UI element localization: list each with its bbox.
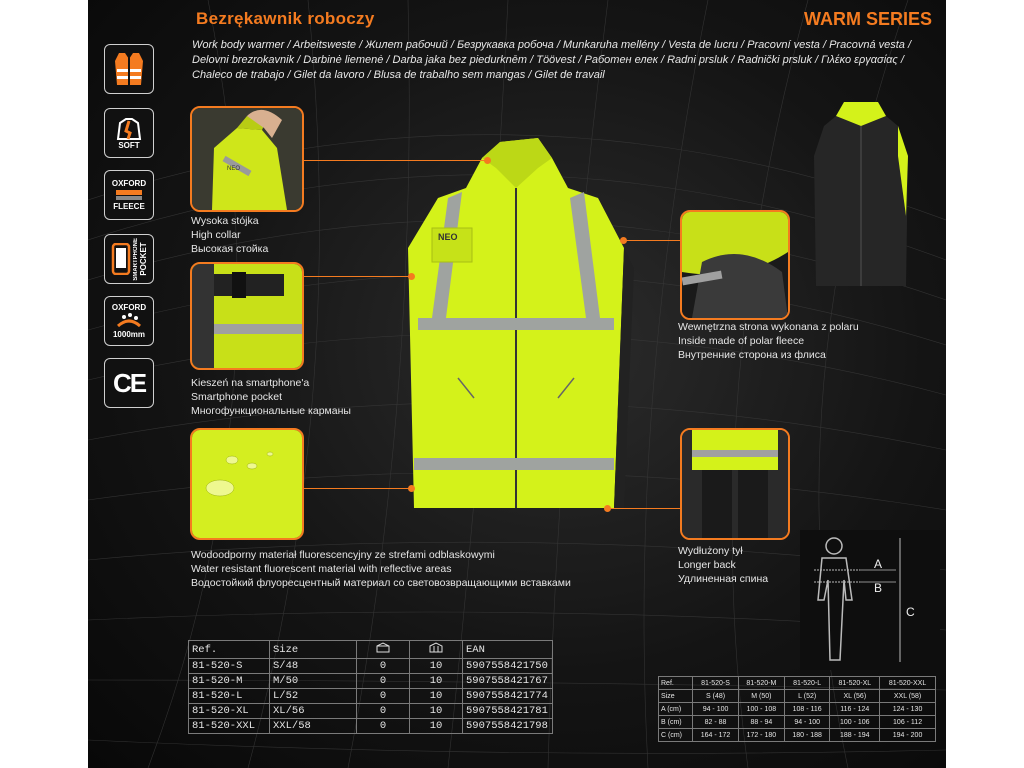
collar-connector: [302, 160, 486, 161]
product-reference-table: [188, 640, 553, 734]
size-row: C (cm) 164 - 172 172 - 180 180 - 188 188 - 194 194 - 200: [659, 729, 936, 742]
product-sheet: [88, 0, 946, 768]
size-header-row: Ref. 81-520-S 81-520-M 81-520-L 81-520-XL 81-520-XXL: [659, 677, 936, 690]
collar-detail-photo: [190, 106, 304, 212]
oxford-label: OXFORD: [111, 179, 147, 188]
table-row: 81-520-M M/50 0 10 5907558421767: [189, 674, 553, 689]
pocket-detail-photo: [190, 262, 304, 370]
oxford-fleece-icon: [104, 170, 154, 220]
size-row: B (cm) 82 - 88 88 - 94 94 - 100 100 - 106 106 - 112: [659, 716, 936, 729]
box-icon: [357, 641, 410, 659]
oxford-rain-label: OXFORD: [111, 303, 147, 312]
pocket-dot: [408, 273, 415, 280]
table-row: 81-520-L L/52 0 10 5907558421774: [189, 689, 553, 704]
collar-caption: Wysoka stójka High collar Высокая стойка: [191, 215, 269, 255]
material-caption: Wodoodporny materiał fluorescencyjny ze strefami odblaskowymi Water resistant fluorescent material with reflective areas Водостойкий флуоресцентный материал со световозвращающими вставками: [191, 549, 571, 589]
pocket-caption: Kieszeń na smartphone'a Smartphone pocket Многофункциональные карманы: [191, 377, 351, 417]
back-dot: [604, 505, 611, 512]
fleece-detail-photo: [680, 210, 790, 320]
ce-mark-icon: [104, 358, 154, 408]
pocket-label-small: SMARTPHONE: [133, 237, 139, 281]
material-connector: [302, 488, 410, 489]
table-row: 81-520-S S/48 0 10 5907558421750: [189, 659, 553, 674]
measure-c-label: C: [906, 605, 915, 619]
fleece-side-vest-image: [806, 96, 916, 296]
brand-logo: NEO: [227, 166, 241, 172]
fleece-caption: Wewnętrzna strona wykonana z polaru Inside made of polar fleece Внутренние сторона из флиса: [678, 321, 859, 361]
series-name: WARM SERIES: [803, 9, 932, 29]
back-connector: [608, 508, 680, 509]
ce-label: CE: [112, 367, 146, 398]
soft-icon: [104, 108, 154, 158]
product-translations: Work body warmer / Arbeitsweste / Жилет рабочий / Безрукавка робоча / Munkaruha mellény / Vesta de lucru / Pracovní vesta / Pracovná vesta / Delovni brezrokavnik / Darbinė liemenė / Darba jaka bez piedurknēm / Töövest / Работен елек / Radni prsluk / Radnički prsluk / Γιλέκο εργασίας / Chaleco de trabajo / Gilet da lavoro / Blusa de trabalho sem mangas / Gilet de travail: [192, 39, 912, 81]
hi-vis-vest-icon: [104, 44, 154, 94]
size-chart-table: [658, 676, 936, 742]
vest-brand-label: NEO: [438, 232, 458, 242]
measure-b-label: B: [874, 581, 883, 595]
soft-label: SOFT: [118, 140, 140, 150]
size-row: A (cm) 94 - 100 100 - 108 108 - 116 116 - 124 124 - 130: [659, 703, 936, 716]
carton-icon: [410, 641, 463, 659]
table-row: 81-520-XL XL/56 0 10 5907558421781: [189, 704, 553, 719]
fleece-connector: [624, 240, 680, 241]
table-header-row: Ref. Size EAN: [189, 641, 553, 659]
back-caption: Wydłużony tył Longer back Удлиненная спина: [678, 545, 769, 585]
smartphone-pocket-icon: [104, 234, 154, 284]
pocket-connector: [302, 276, 410, 277]
measure-a-label: A: [874, 557, 883, 571]
size-row: Size S (48) M (50) L (52) XL (56) XXL (58): [659, 690, 936, 703]
material-detail-photo: [190, 428, 304, 540]
back-detail-photo: [680, 428, 790, 540]
fleece-label: FLEECE: [113, 202, 145, 211]
main-vest-image: [388, 128, 648, 528]
body-measurement-diagram: [800, 530, 940, 670]
material-dot: [408, 485, 415, 492]
product-title: Bezrękawnik roboczy: [196, 9, 375, 28]
pocket-label: POCKET: [139, 242, 148, 276]
collar-dot: [484, 157, 491, 164]
waterproof-icon: [104, 296, 154, 346]
fleece-dot: [620, 237, 627, 244]
table-row: 81-520-XXL XXL/58 0 10 5907558421798: [189, 719, 553, 734]
rain-mm-label: 1000mm: [112, 330, 146, 339]
